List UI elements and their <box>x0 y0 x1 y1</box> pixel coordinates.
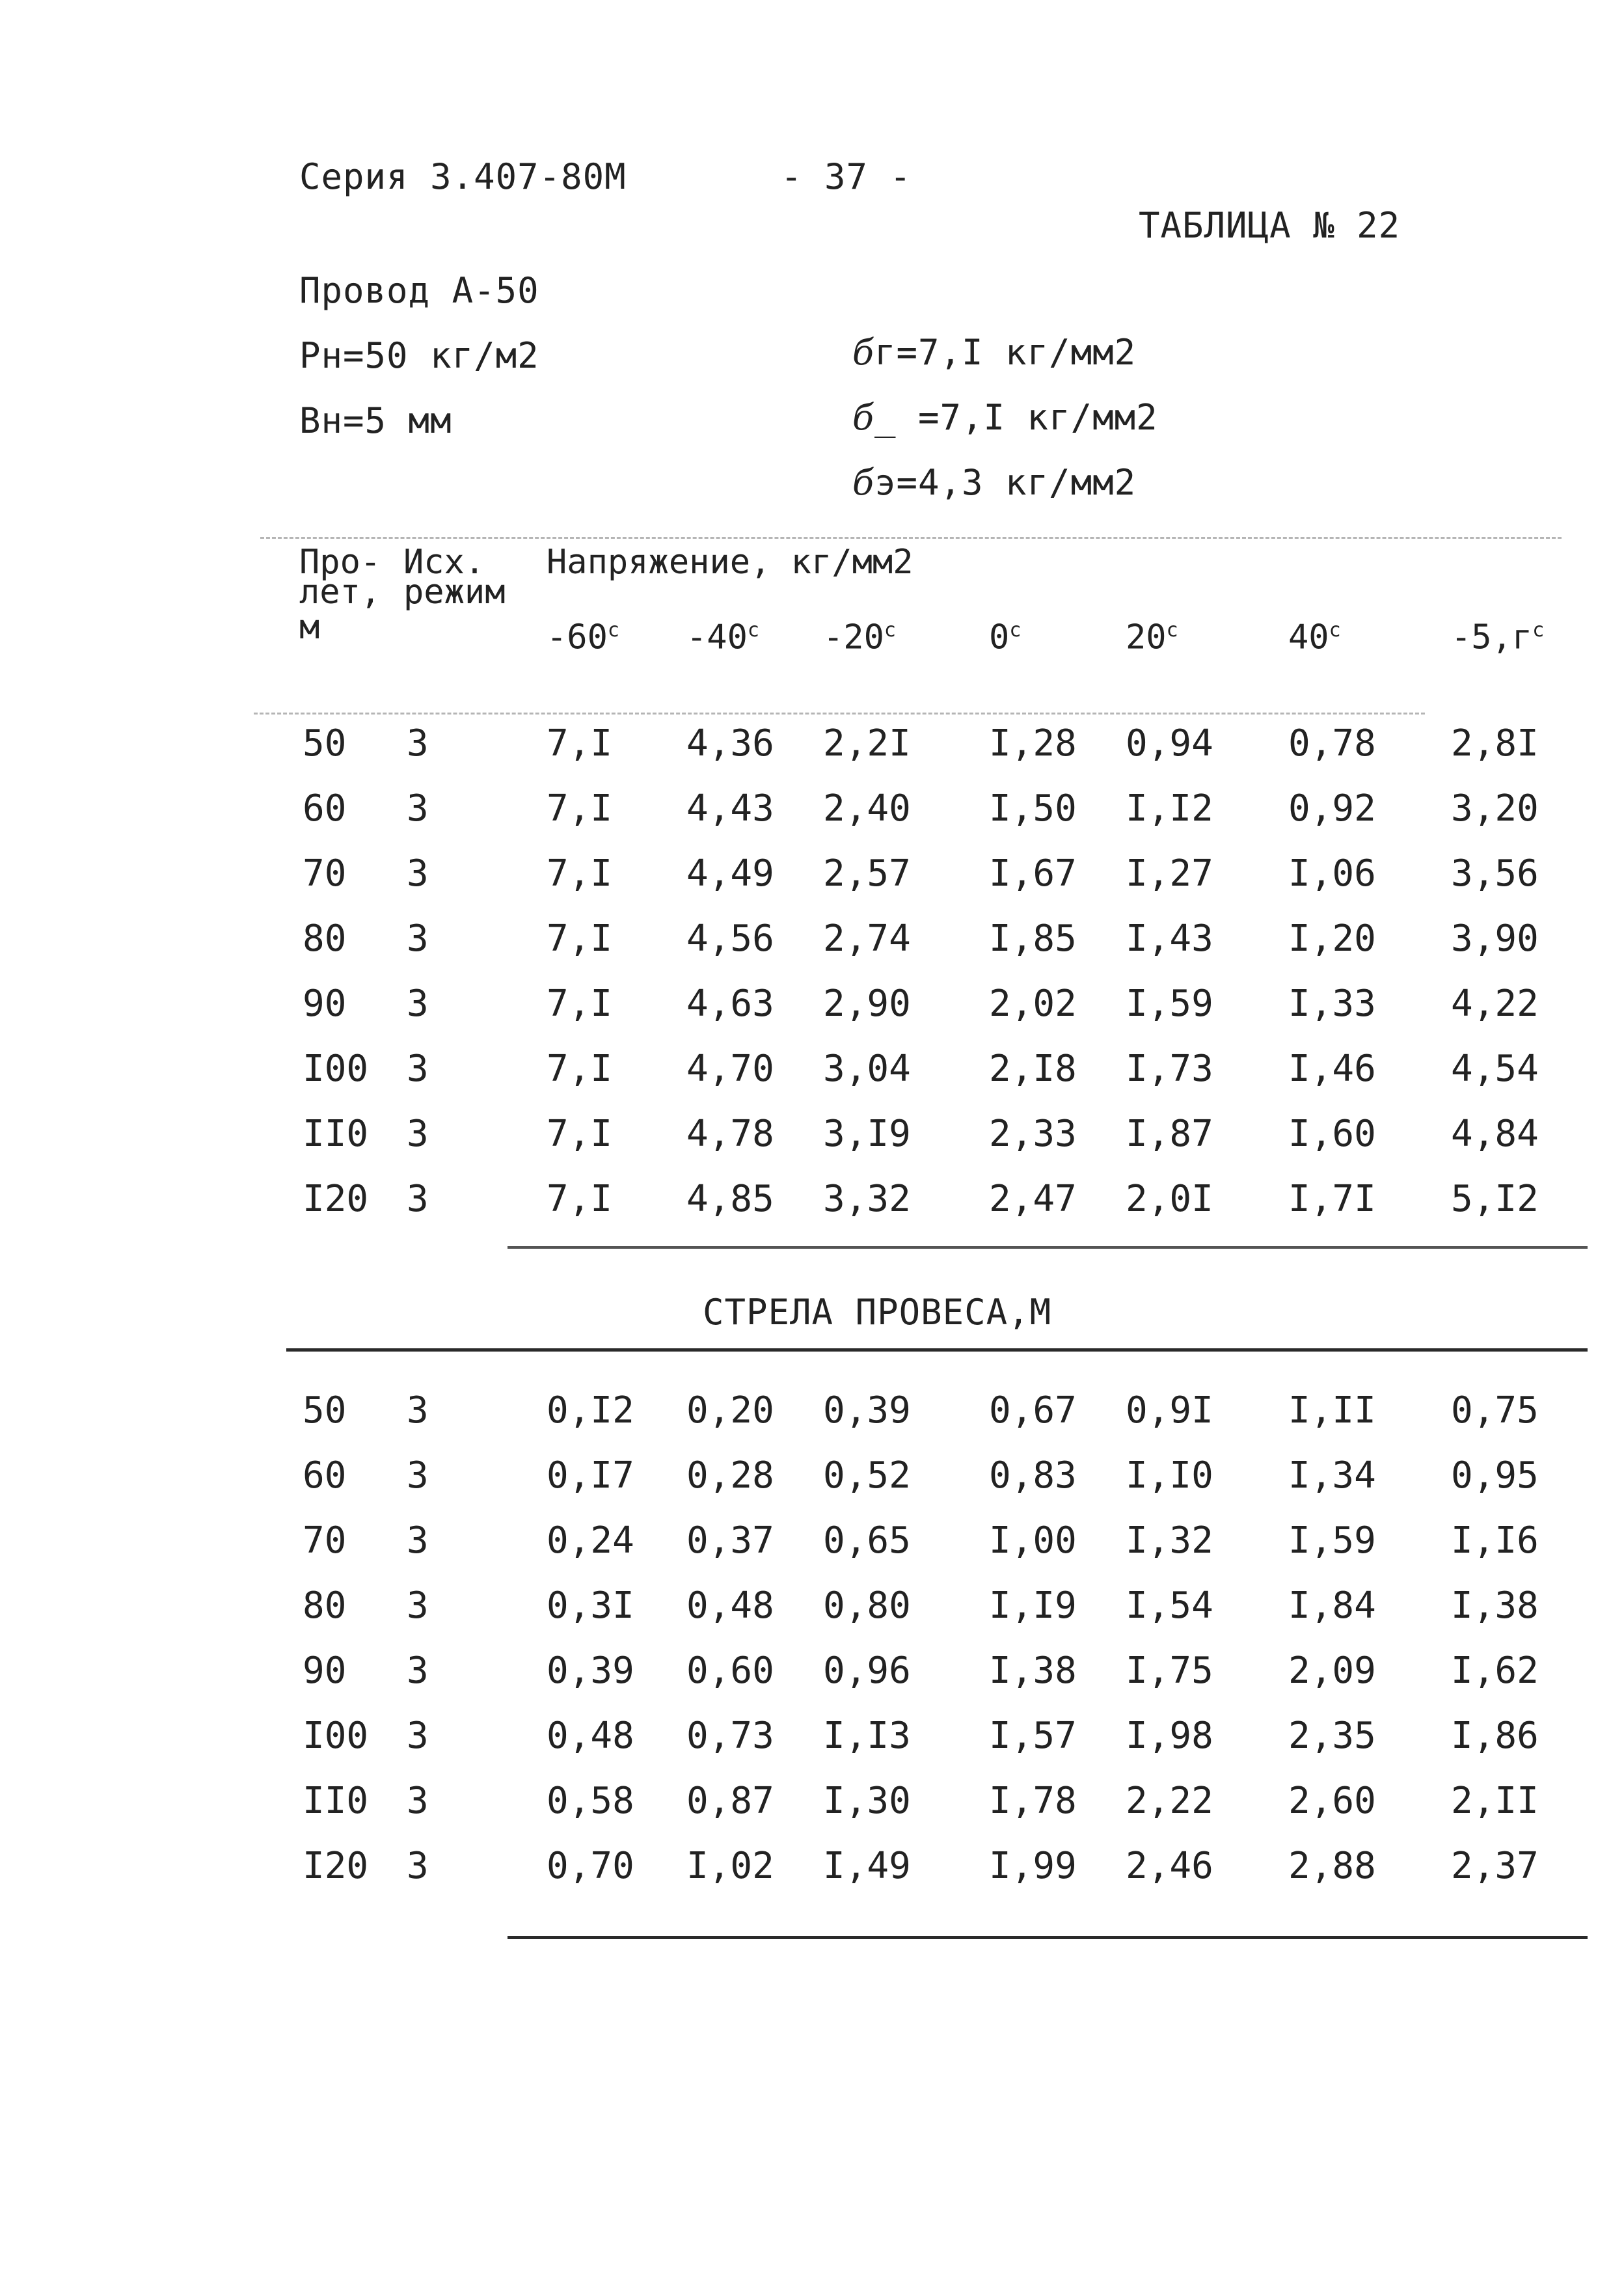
span-cell: 70 <box>303 1519 347 1562</box>
value-cell: 2,40 <box>823 787 911 830</box>
sigma-symbol-e: б <box>852 462 874 503</box>
value-cell: 2,33 <box>989 1113 1077 1155</box>
sigma-symbol-minus: б <box>852 397 874 438</box>
value-cell: 0,95 <box>1451 1454 1539 1497</box>
series-label: Серия 3.407-80М <box>299 156 627 197</box>
value-cell: I,98 <box>1126 1715 1213 1757</box>
value-cell: 0,94 <box>1126 722 1213 765</box>
sag-title: СТРЕЛА ПРОВЕСА,М <box>703 1292 1052 1333</box>
value-cell: 2,22 <box>1126 1780 1213 1822</box>
value-cell: 0,20 <box>686 1389 774 1432</box>
span-cell: I20 <box>303 1178 369 1220</box>
value-cell: I,7I <box>1288 1178 1376 1220</box>
value-cell: I,38 <box>1451 1585 1539 1627</box>
value-cell: 0,70 <box>547 1845 634 1887</box>
value-cell: I,54 <box>1126 1585 1213 1627</box>
page-number: - 37 - <box>781 156 912 197</box>
value-cell: 0,96 <box>823 1650 911 1692</box>
value-cell: I,86 <box>1451 1715 1539 1757</box>
value-cell: I,II <box>1288 1389 1376 1432</box>
value-cell: 7,I <box>547 852 613 895</box>
value-cell: 4,70 <box>686 1048 774 1090</box>
sigma-minus <box>852 397 1158 438</box>
value-cell: 0,78 <box>1288 722 1376 765</box>
value-cell: 0,48 <box>547 1715 634 1757</box>
value-cell: 7,I <box>547 1048 613 1090</box>
temp-header <box>989 615 1022 657</box>
value-cell: I,38 <box>989 1650 1077 1692</box>
degree-mark: с <box>1329 619 1341 642</box>
value-cell: I,85 <box>989 918 1077 960</box>
value-cell: 3,32 <box>823 1178 911 1220</box>
value-cell: I,28 <box>989 722 1077 765</box>
value-cell: 3,I9 <box>823 1113 911 1155</box>
span-cell: 70 <box>303 852 347 895</box>
value-cell: 0,83 <box>989 1454 1077 1497</box>
value-cell: I,43 <box>1126 918 1213 960</box>
value-cell: I,87 <box>1126 1113 1213 1155</box>
mode-cell: 3 <box>407 1113 429 1155</box>
value-cell: 2,35 <box>1288 1715 1376 1757</box>
value-cell: 0,37 <box>686 1519 774 1562</box>
value-cell: I,59 <box>1126 983 1213 1025</box>
stress-bottom-rule <box>508 1246 1588 1249</box>
sigma-e <box>852 462 1136 503</box>
value-cell: 2,46 <box>1126 1845 1213 1887</box>
span-cell: 80 <box>303 918 347 960</box>
value-cell: I,27 <box>1126 852 1213 895</box>
span-cell: 50 <box>303 1389 347 1432</box>
col-mode-line1: Исх. <box>403 543 485 582</box>
col-mode-line2: режим <box>403 573 506 612</box>
value-cell: 0,75 <box>1451 1389 1539 1432</box>
value-cell: 2,II <box>1451 1780 1539 1822</box>
value-cell: I,32 <box>1126 1519 1213 1562</box>
value-cell: I,78 <box>989 1780 1077 1822</box>
value-cell: 0,24 <box>547 1519 634 1562</box>
sigma-g-value: г=7,I кг/мм2 <box>874 332 1137 373</box>
value-cell: 0,58 <box>547 1780 634 1822</box>
value-cell: I,75 <box>1126 1650 1213 1692</box>
value-cell: 3,20 <box>1451 787 1539 830</box>
span-cell: 60 <box>303 787 347 830</box>
value-cell: 4,85 <box>686 1178 774 1220</box>
table-row <box>0 1113 1624 1158</box>
table-row <box>0 1454 1624 1500</box>
table-row <box>0 1519 1624 1565</box>
span-cell: 80 <box>303 1585 347 1627</box>
span-cell: 90 <box>303 1650 347 1692</box>
value-cell: I,57 <box>989 1715 1077 1757</box>
table-row <box>0 852 1624 898</box>
value-cell: 2,60 <box>1288 1780 1376 1822</box>
wire-type: Провод А-50 <box>299 270 539 311</box>
value-cell: 2,2I <box>823 722 911 765</box>
value-cell: 0,39 <box>547 1650 634 1692</box>
degree-mark: с <box>607 619 619 642</box>
value-cell: I,99 <box>989 1845 1077 1887</box>
value-cell: 7,I <box>547 918 613 960</box>
mode-cell: 3 <box>407 852 429 895</box>
span-cell: II0 <box>303 1113 369 1155</box>
value-cell: 2,57 <box>823 852 911 895</box>
value-cell: 4,78 <box>686 1113 774 1155</box>
value-cell: I,I3 <box>823 1715 911 1757</box>
value-cell: 2,88 <box>1288 1845 1376 1887</box>
sigma-g <box>852 332 1136 373</box>
mode-cell: 3 <box>407 1178 429 1220</box>
stress-title: Напряжение, кг/мм2 <box>547 543 914 582</box>
value-cell: I,62 <box>1451 1650 1539 1692</box>
table-row <box>0 722 1624 768</box>
degree-mark: с <box>884 619 896 642</box>
table-row <box>0 1048 1624 1093</box>
table-row <box>0 983 1624 1028</box>
value-cell: I,60 <box>1288 1113 1376 1155</box>
value-cell: 2,02 <box>989 983 1077 1025</box>
value-cell: I,34 <box>1288 1454 1376 1497</box>
value-cell: 7,I <box>547 787 613 830</box>
value-cell: 4,54 <box>1451 1048 1539 1090</box>
temp-header <box>686 615 759 657</box>
col-span-line1: Про- <box>299 543 381 582</box>
value-cell: I,06 <box>1288 852 1376 895</box>
degree-mark: с <box>747 619 759 642</box>
span-cell: I00 <box>303 1048 369 1090</box>
table-bottom-rule <box>508 1936 1588 1939</box>
mode-cell: 3 <box>407 722 429 765</box>
temp-value: -60 <box>547 618 608 657</box>
value-cell: 2,8I <box>1451 722 1539 765</box>
value-cell: I,50 <box>989 787 1077 830</box>
sigma-minus-value: _ =7,I кг/мм2 <box>874 397 1158 438</box>
span-cell: II0 <box>303 1780 369 1822</box>
temp-header <box>1451 615 1545 657</box>
value-cell: 0,52 <box>823 1454 911 1497</box>
load-pn: Рн=50 кг/м2 <box>299 335 539 376</box>
mode-cell: 3 <box>407 1454 429 1497</box>
span-cell: 50 <box>303 722 347 765</box>
value-cell: 7,I <box>547 1178 613 1220</box>
table-row <box>0 1178 1624 1223</box>
value-cell: 5,I2 <box>1451 1178 1539 1220</box>
value-cell: I,84 <box>1288 1585 1376 1627</box>
table-row <box>0 1715 1624 1760</box>
degree-mark: с <box>1532 619 1545 642</box>
value-cell: 2,09 <box>1288 1650 1376 1692</box>
value-cell: 0,I2 <box>547 1389 634 1432</box>
value-cell: I,33 <box>1288 983 1376 1025</box>
mode-cell: 3 <box>407 1519 429 1562</box>
value-cell: 4,56 <box>686 918 774 960</box>
col-span-line2: лет, <box>299 573 381 612</box>
span-cell: 60 <box>303 1454 347 1497</box>
value-cell: I,I6 <box>1451 1519 1539 1562</box>
temp-header <box>547 615 619 657</box>
sigma-e-value: э=4,3 кг/мм2 <box>874 462 1137 503</box>
temp-header <box>1288 615 1341 657</box>
table-number: ТАБЛИЦА № 22 <box>1139 205 1401 246</box>
value-cell: 0,28 <box>686 1454 774 1497</box>
temp-value: -5,г <box>1451 618 1533 657</box>
value-cell: 0,I7 <box>547 1454 634 1497</box>
value-cell: 0,3I <box>547 1585 634 1627</box>
value-cell: 2,0I <box>1126 1178 1213 1220</box>
mode-cell: 3 <box>407 1715 429 1757</box>
value-cell: I,02 <box>686 1845 774 1887</box>
table-row <box>0 1780 1624 1825</box>
value-cell: I,I9 <box>989 1585 1077 1627</box>
value-cell: I,73 <box>1126 1048 1213 1090</box>
value-cell: I,I2 <box>1126 787 1213 830</box>
mode-cell: 3 <box>407 1845 429 1887</box>
mode-cell: 3 <box>407 1048 429 1090</box>
value-cell: 0,48 <box>686 1585 774 1627</box>
value-cell: I,67 <box>989 852 1077 895</box>
temp-value: -40 <box>686 618 748 657</box>
value-cell: 4,43 <box>686 787 774 830</box>
value-cell: 0,60 <box>686 1650 774 1692</box>
table-row <box>0 1845 1624 1890</box>
degree-mark: с <box>1166 619 1178 642</box>
value-cell: 7,I <box>547 722 613 765</box>
col-span-line3: м <box>299 608 320 647</box>
value-cell: I,00 <box>989 1519 1077 1562</box>
value-cell: 2,47 <box>989 1178 1077 1220</box>
temp-header <box>1126 615 1178 657</box>
value-cell: I,59 <box>1288 1519 1376 1562</box>
degree-mark: с <box>1009 619 1022 642</box>
value-cell: 2,90 <box>823 983 911 1025</box>
header-bottom-rule <box>254 713 1425 715</box>
temp-value: 20 <box>1126 618 1167 657</box>
table-row <box>0 918 1624 963</box>
span-cell: I00 <box>303 1715 369 1757</box>
mode-cell: 3 <box>407 1389 429 1432</box>
value-cell: 2,37 <box>1451 1845 1539 1887</box>
value-cell: I,30 <box>823 1780 911 1822</box>
mode-cell: 3 <box>407 1780 429 1822</box>
value-cell: 2,74 <box>823 918 911 960</box>
mode-cell: 3 <box>407 787 429 830</box>
value-cell: 4,84 <box>1451 1113 1539 1155</box>
value-cell: 3,56 <box>1451 852 1539 895</box>
ice-bn: Вн=5 мм <box>299 400 452 441</box>
table-row <box>0 1389 1624 1435</box>
value-cell: I,20 <box>1288 918 1376 960</box>
value-cell: 4,36 <box>686 722 774 765</box>
value-cell: 7,I <box>547 983 613 1025</box>
mode-cell: 3 <box>407 1650 429 1692</box>
value-cell: 0,92 <box>1288 787 1376 830</box>
span-cell: 90 <box>303 983 347 1025</box>
sag-title-rule <box>286 1348 1588 1352</box>
temp-value: 0 <box>989 618 1010 657</box>
value-cell: 0,67 <box>989 1389 1077 1432</box>
value-cell: 4,22 <box>1451 983 1539 1025</box>
value-cell: 3,90 <box>1451 918 1539 960</box>
temp-header <box>823 615 896 657</box>
value-cell: 0,39 <box>823 1389 911 1432</box>
value-cell: 0,80 <box>823 1585 911 1627</box>
temp-value: 40 <box>1288 618 1329 657</box>
value-cell: 0,73 <box>686 1715 774 1757</box>
value-cell: I,I0 <box>1126 1454 1213 1497</box>
value-cell: 2,I8 <box>989 1048 1077 1090</box>
mode-cell: 3 <box>407 983 429 1025</box>
value-cell: 0,9I <box>1126 1389 1213 1432</box>
table-row <box>0 1650 1624 1695</box>
temp-value: -20 <box>823 618 884 657</box>
value-cell: I,46 <box>1288 1048 1376 1090</box>
sigma-symbol-g: б <box>852 332 874 373</box>
value-cell: 4,63 <box>686 983 774 1025</box>
value-cell: 4,49 <box>686 852 774 895</box>
value-cell: 3,04 <box>823 1048 911 1090</box>
table-top-rule <box>260 537 1562 539</box>
table-row <box>0 787 1624 833</box>
table-row <box>0 1585 1624 1630</box>
mode-cell: 3 <box>407 1585 429 1627</box>
mode-cell: 3 <box>407 918 429 960</box>
value-cell: 0,87 <box>686 1780 774 1822</box>
value-cell: 0,65 <box>823 1519 911 1562</box>
span-cell: I20 <box>303 1845 369 1887</box>
value-cell: I,49 <box>823 1845 911 1887</box>
value-cell: 7,I <box>547 1113 613 1155</box>
